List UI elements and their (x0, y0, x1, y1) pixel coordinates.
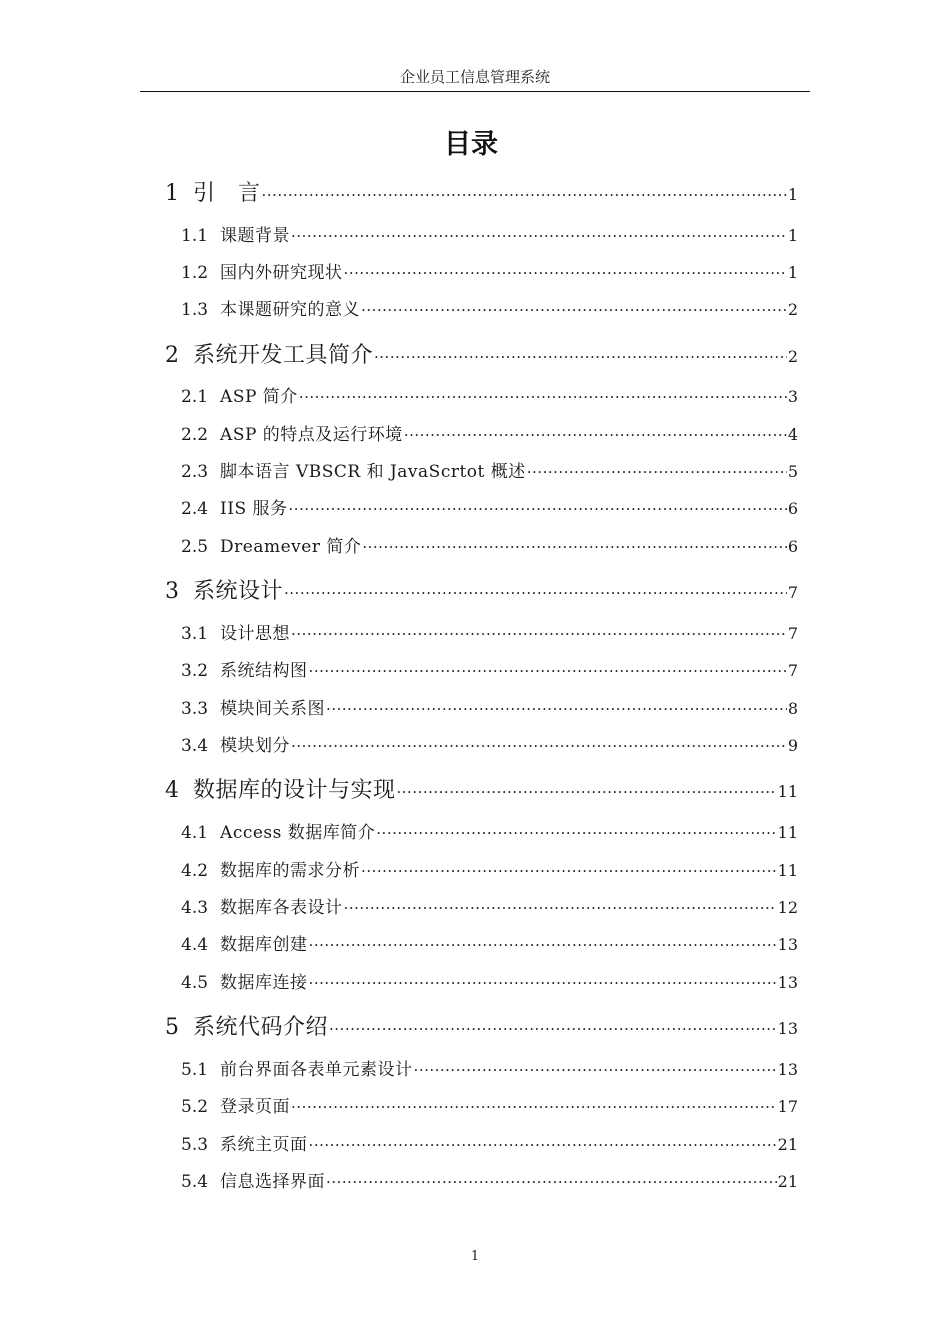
toc-dot-leader (309, 1136, 777, 1154)
toc-entry-label: IIS 服务 (220, 499, 288, 519)
running-header: 企业员工信息管理系统 (399, 68, 550, 86)
toc-entry[interactable] (181, 818, 798, 843)
toc-entry-label: 脚本语言 VBSCR 和 JavaScrtot 概述 (220, 462, 526, 482)
toc-entry-page: 6 (787, 499, 798, 518)
toc-dot-leader (289, 500, 787, 518)
toc-entry-label: 系统结构图 (220, 661, 308, 681)
toc-dot-leader (284, 584, 787, 602)
toc-entry-page: 2 (787, 300, 798, 319)
toc-entry[interactable] (181, 968, 798, 993)
toc-entry-page: 21 (777, 1135, 798, 1154)
toc-dot-leader (309, 662, 787, 680)
toc-entry-label: 信息选择界面 (220, 1172, 326, 1192)
toc-dot-leader (326, 1173, 777, 1191)
toc-entry-number: 5 (165, 1015, 179, 1040)
page-number: 1 (470, 1249, 480, 1264)
toc-entry-number: 2 (165, 343, 179, 368)
toc-entry-page: 1 (787, 185, 798, 204)
toc-entry-label: 系统主页面 (220, 1135, 308, 1155)
toc-entry-number: 5.2 (181, 1097, 209, 1117)
toc-entry[interactable] (181, 731, 798, 756)
toc-entry[interactable] (165, 1010, 798, 1041)
toc-entry[interactable] (165, 338, 798, 369)
toc-dot-leader (344, 899, 777, 917)
toc-entry[interactable] (181, 856, 798, 881)
toc-entry[interactable] (181, 494, 798, 519)
toc-entry[interactable] (181, 1055, 798, 1080)
toc-entry[interactable] (181, 258, 798, 283)
toc-entry-number: 1.3 (181, 300, 209, 320)
toc-entry[interactable] (181, 1167, 798, 1192)
toc-entry-page: 8 (787, 699, 798, 718)
toc-entry-page: 11 (777, 823, 798, 842)
toc-entry-number: 3.4 (181, 736, 209, 756)
toc-entry-number: 5.1 (181, 1060, 209, 1080)
toc-entry-number: 4 (165, 778, 179, 803)
toc-entry-label: 前台界面各表单元素设计 (220, 1060, 413, 1080)
toc-entry-label: 模块间关系图 (220, 699, 326, 719)
toc-entry-page: 3 (787, 387, 798, 406)
toc-entry-label: ASP 简介 (220, 387, 298, 407)
toc-entry[interactable] (181, 382, 798, 407)
toc-dot-leader (309, 936, 777, 954)
toc-entry-page: 11 (777, 861, 798, 880)
toc-entry[interactable] (181, 1092, 798, 1117)
toc-entry-page: 7 (787, 583, 798, 602)
toc-entry[interactable] (181, 930, 798, 955)
toc-entry-number: 3.1 (181, 624, 209, 644)
toc-entry-label: 数据库的需求分析 (220, 861, 361, 881)
toc-entry-label: 系统代码介绍 (193, 1015, 329, 1040)
toc-dot-leader (299, 388, 787, 406)
toc-entry-number: 5.4 (181, 1172, 209, 1192)
toc-entry-label: 国内外研究现状 (220, 263, 343, 283)
toc-entry-label: 数据库连接 (220, 973, 308, 993)
toc-entry-label: 系统设计 (193, 579, 284, 604)
toc-entry-label: 系统开发工具简介 (193, 343, 374, 368)
toc-entry-number: 5.3 (181, 1135, 209, 1155)
toc-entry-label: ASP 的特点及运行环境 (220, 425, 403, 445)
toc-dot-leader (362, 538, 786, 556)
toc-entry-page: 5 (787, 462, 798, 481)
toc-entry-page: 1 (787, 263, 798, 282)
toc-entry-page: 2 (787, 347, 798, 366)
toc-entry[interactable] (181, 1130, 798, 1155)
header-rule (140, 91, 810, 92)
toc-entry-label: 设计思想 (220, 624, 291, 644)
toc-entry-number: 3.3 (181, 699, 209, 719)
toc-entry-label: Dreamever 简介 (220, 537, 362, 557)
toc-entry-page: 13 (777, 1019, 798, 1038)
toc-entry-page: 4 (787, 425, 798, 444)
toc-entry-number: 2.2 (181, 425, 209, 445)
toc-dot-leader (397, 783, 777, 801)
toc-entry[interactable] (181, 656, 798, 681)
toc-entry-number: 4.3 (181, 898, 209, 918)
toc-entry-number: 1 (165, 181, 179, 206)
toc-entry[interactable] (165, 773, 798, 804)
toc-entry-label: 数据库创建 (220, 935, 308, 955)
toc-dot-leader (361, 301, 787, 319)
toc-dot-leader (361, 862, 777, 880)
toc-entry-label: 数据库各表设计 (220, 898, 343, 918)
toc-entry-number: 4.4 (181, 935, 209, 955)
toc-dot-leader (376, 824, 776, 842)
toc-entry-label: 模块划分 (220, 736, 291, 756)
toc-entry-page: 6 (787, 537, 798, 556)
toc-entry[interactable] (181, 893, 798, 918)
toc-entry[interactable] (181, 457, 798, 482)
toc-dot-leader (329, 1020, 777, 1038)
toc-entry-page: 9 (787, 736, 798, 755)
toc-dot-leader (291, 227, 787, 245)
toc-entry-page: 21 (777, 1172, 798, 1191)
toc-entry-page: 17 (777, 1097, 798, 1116)
toc-entry-number: 3 (165, 579, 179, 604)
toc-entry-number: 2.1 (181, 387, 209, 407)
toc-entry-label: 数据库的设计与实现 (193, 778, 396, 803)
toc-entry-page: 12 (777, 898, 798, 917)
toc-entry-number: 4.5 (181, 973, 209, 993)
toc-entry-label: 本课题研究的意义 (220, 300, 361, 320)
toc-entry-number: 2.3 (181, 462, 209, 482)
toc-entry[interactable] (181, 295, 798, 320)
toc-dot-leader (527, 463, 787, 481)
toc-entry-label: 课题背景 (220, 226, 291, 246)
toc-entry-label: Access 数据库简介 (220, 823, 376, 843)
toc-entry[interactable] (181, 619, 798, 644)
toc-dot-leader (262, 186, 787, 204)
toc-dot-leader (291, 737, 787, 755)
toc-dot-leader (309, 974, 777, 992)
page-title: 目录 (444, 129, 498, 160)
toc-dot-leader (414, 1061, 777, 1079)
toc-entry-label: 登录页面 (220, 1097, 291, 1117)
toc-entry-page: 11 (777, 782, 798, 801)
toc-entry-number: 2.4 (181, 499, 209, 519)
toc-entry-page: 13 (777, 935, 798, 954)
toc-entry-label: 引 言 (193, 181, 261, 206)
toc-entry[interactable] (165, 176, 798, 207)
toc-dot-leader (291, 1098, 777, 1116)
toc-entry[interactable] (165, 574, 798, 605)
toc-dot-leader (344, 264, 787, 282)
toc-entry-page: 7 (787, 624, 798, 643)
toc-entry-page: 13 (777, 973, 798, 992)
toc-dot-leader (291, 625, 787, 643)
toc-entry-number: 1.1 (181, 226, 209, 246)
toc-entry-page: 7 (787, 661, 798, 680)
toc-entry-number: 1.2 (181, 263, 209, 283)
toc-entry[interactable] (181, 420, 798, 445)
toc-entry-page: 13 (777, 1060, 798, 1079)
toc-entry-page: 1 (787, 226, 798, 245)
toc-entry-number: 4.1 (181, 823, 209, 843)
toc-entry[interactable] (181, 694, 798, 719)
toc-entry-number: 2.5 (181, 537, 209, 557)
toc-dot-leader (404, 426, 787, 444)
toc-entry-number: 3.2 (181, 661, 209, 681)
toc-entry-number: 4.2 (181, 861, 209, 881)
toc-entry[interactable] (181, 532, 798, 557)
toc-entry[interactable] (181, 221, 798, 246)
toc-dot-leader (326, 700, 787, 718)
toc-dot-leader (374, 348, 787, 366)
